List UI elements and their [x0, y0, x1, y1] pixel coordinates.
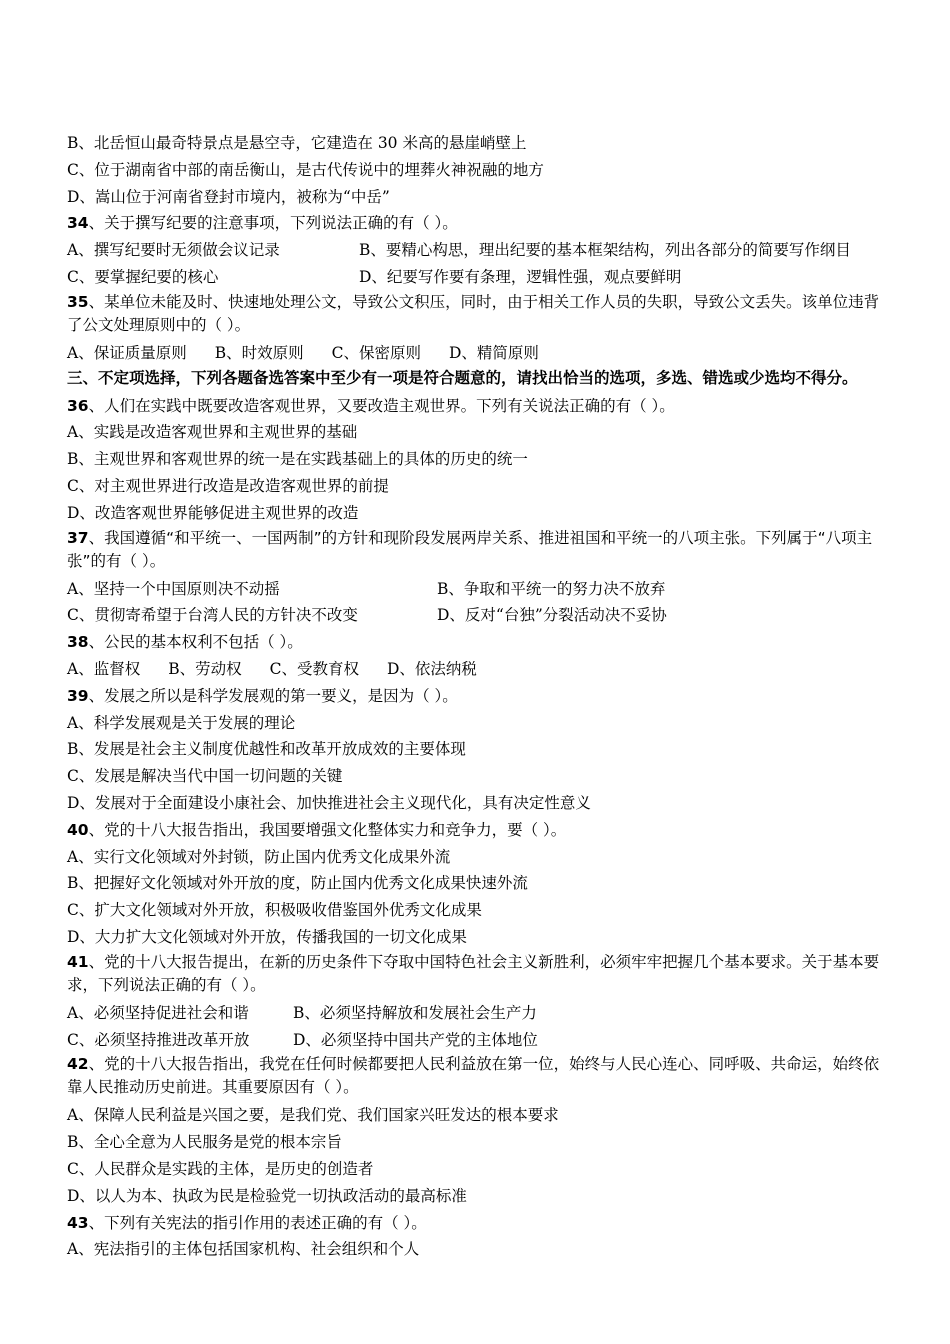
question-number: 36 — [67, 396, 89, 415]
question-text: 、党的十八大报告指出，我党在任何时候都要把人民利益放在第一位，始终与人民心连心、同呼吸、共命运，始终依靠人民推动历史前进。其重要原因有（ ）。 — [67, 1055, 880, 1097]
document-page — [67, 130, 889, 1263]
options-row — [67, 656, 889, 683]
option-a: A、实行文化领域对外封锁，防止国内优秀文化成果外流 — [67, 847, 451, 866]
question-42 — [67, 1053, 889, 1099]
option-c: C、要掌握纪要的核心 — [67, 267, 219, 286]
option-c: C、发展是解决当代中国一切问题的关键 — [67, 767, 343, 786]
option-a: A、撰写纪要时无须做会议记录 — [67, 241, 280, 260]
question-number: 37 — [67, 528, 89, 547]
option-d: D、发展对于全面建设小康社会、加快推进社会主义现代化，具有决定性意义 — [67, 793, 591, 812]
option-c: C、对主观世界进行改造是改造客观世界的前提 — [67, 476, 389, 495]
question-text: 、发展之所以是科学发展观的第一要义，是因为（ ）。 — [88, 686, 458, 705]
question-36 — [67, 393, 889, 420]
option-a: A、实践是改造客观世界和主观世界的基础 — [67, 423, 358, 442]
option-d: D、依法纳税 — [386, 659, 477, 678]
options-row — [67, 576, 889, 603]
question-number: 42 — [67, 1055, 89, 1074]
option-line: C、位于湖南省中部的南岳衡山，是古代传说中的埋葬火神祝融的地方 — [67, 160, 544, 179]
option-a: A、宪法指引的主体包括国家机构、社会组织和个人 — [67, 1240, 420, 1259]
option-d: D、纪要写作要有条理，逻辑性强，观点要鲜明 — [359, 267, 682, 286]
option-b: B、全心全意为人民服务是党的根本宗旨 — [67, 1133, 342, 1152]
option-a: A、保证质量原则 — [67, 343, 187, 362]
question-38 — [67, 629, 889, 656]
option-b: B、主观世界和客观世界的统一是在实践基础上的具体的历史的统一 — [67, 450, 528, 469]
option-a: A、科学发展观是关于发展的理论 — [67, 713, 296, 732]
question-text: 、关于撰写纪要的注意事项，下列说法正确的有（ ）。 — [88, 214, 458, 233]
option-a: A、坚持一个中国原则决不动摇 — [67, 579, 280, 598]
question-number: 43 — [67, 1213, 89, 1232]
question-text: 、党的十八大报告指出，我国要增强文化整体实力和竞争力，要（ ）。 — [88, 820, 567, 839]
option-b: B、争取和平统一的努力决不放弃 — [437, 579, 666, 598]
option-b: B、必须坚持解放和发展社会生产力 — [293, 1003, 537, 1022]
option-a: A、监督权 — [67, 659, 141, 678]
option-c: C、受教育权 — [269, 659, 359, 678]
option-d: D、反对“台独”分裂活动决不妥协 — [437, 606, 667, 625]
question-text: 、下列有关宪法的指引作用的表述正确的有（ ）。 — [88, 1213, 427, 1232]
question-number: 34 — [67, 214, 89, 233]
option-b: B、发展是社会主义制度优越性和改革开放成效的主要体现 — [67, 740, 466, 759]
option-d: D、大力扩大文化领域对外开放，传播我国的一切文化成果 — [67, 927, 467, 946]
question-40 — [67, 817, 889, 844]
question-37 — [67, 527, 889, 573]
section-heading: 三、不定项选择，下列各题备选答案中至少有一项是符合题意的，请找出恰当的选项，多选、错选或少选均不得分。 — [67, 368, 858, 387]
option-d: D、必须坚持中国共产党的主体地位 — [293, 1030, 538, 1049]
option-c: C、必须坚持推进改革开放 — [67, 1030, 250, 1049]
question-text: 、某单位未能及时、快速地处理公文，导致公文积压，同时，由于相关工作人员的失职，导致公文丢失。该单位违背了公文处理原则中的（ ）。 — [67, 292, 880, 334]
option-b: B、要精心构思，理出纪要的基本框架结构，列出各部分的简要写作纲目 — [359, 241, 851, 260]
option-line: B、北岳恒山最奇特景点是悬空寺，它建造在 30 米高的悬崖峭壁上 — [67, 134, 527, 152]
option-c: C、扩大文化领域对外开放，积极吸收借鉴国外优秀文化成果 — [67, 901, 482, 920]
options-row — [67, 602, 889, 629]
question-text: 、党的十八大报告提出，在新的历史条件下夺取中国特色社会主义新胜利，必须牢牢把握几个基本要求。关于基本要求，下列说法正确的有（ ）。 — [67, 952, 880, 994]
question-number: 41 — [67, 952, 89, 971]
option-c: C、人民群众是实践的主体，是历史的创造者 — [67, 1159, 374, 1178]
option-b: B、时效原则 — [214, 343, 304, 362]
question-number: 40 — [67, 820, 89, 839]
option-c: C、保密原则 — [331, 343, 421, 362]
options-row — [67, 340, 889, 367]
option-b: B、把握好文化领域对外开放的度，防止国内优秀文化成果快速外流 — [67, 874, 528, 893]
option-d: D、以人为本、执政为民是检验党一切执政活动的最高标准 — [67, 1186, 467, 1205]
question-41 — [67, 951, 889, 997]
question-text: 、公民的基本权利不包括（ ）。 — [88, 633, 303, 652]
question-39 — [67, 683, 889, 710]
question-number: 38 — [67, 633, 89, 652]
option-a: A、保障人民利益是兴国之要，是我们党、我们国家兴旺发达的根本要求 — [67, 1106, 559, 1125]
question-34 — [67, 210, 889, 237]
option-a: A、必须坚持促进社会和谐 — [67, 1003, 249, 1022]
option-c: C、贯彻寄希望于台湾人民的方针决不改变 — [67, 606, 358, 625]
question-43 — [67, 1210, 889, 1237]
question-number: 39 — [67, 686, 89, 705]
question-text: 、人们在实践中既要改造客观世界，又要改造主观世界。下列有关说法正确的有（ ）。 — [88, 396, 675, 415]
options-row — [67, 1027, 889, 1054]
options-row — [67, 237, 889, 264]
option-line: D、嵩山位于河南省登封市境内，被称为“中岳” — [67, 187, 390, 206]
options-row — [67, 264, 889, 291]
option-d: D、改造客观世界能够促进主观世界的改造 — [67, 503, 359, 522]
options-row — [67, 1000, 889, 1027]
question-number: 35 — [67, 292, 89, 311]
question-text: 、我国遵循“和平统一、一国两制”的方针和现阶段发展两岸关系、推进祖国和平统一的八项主张。下列属于“八项主张”的有（ ）。 — [67, 528, 873, 570]
option-d: D、精简原则 — [448, 343, 539, 362]
option-b: B、劳动权 — [168, 659, 242, 678]
question-35 — [67, 291, 889, 337]
